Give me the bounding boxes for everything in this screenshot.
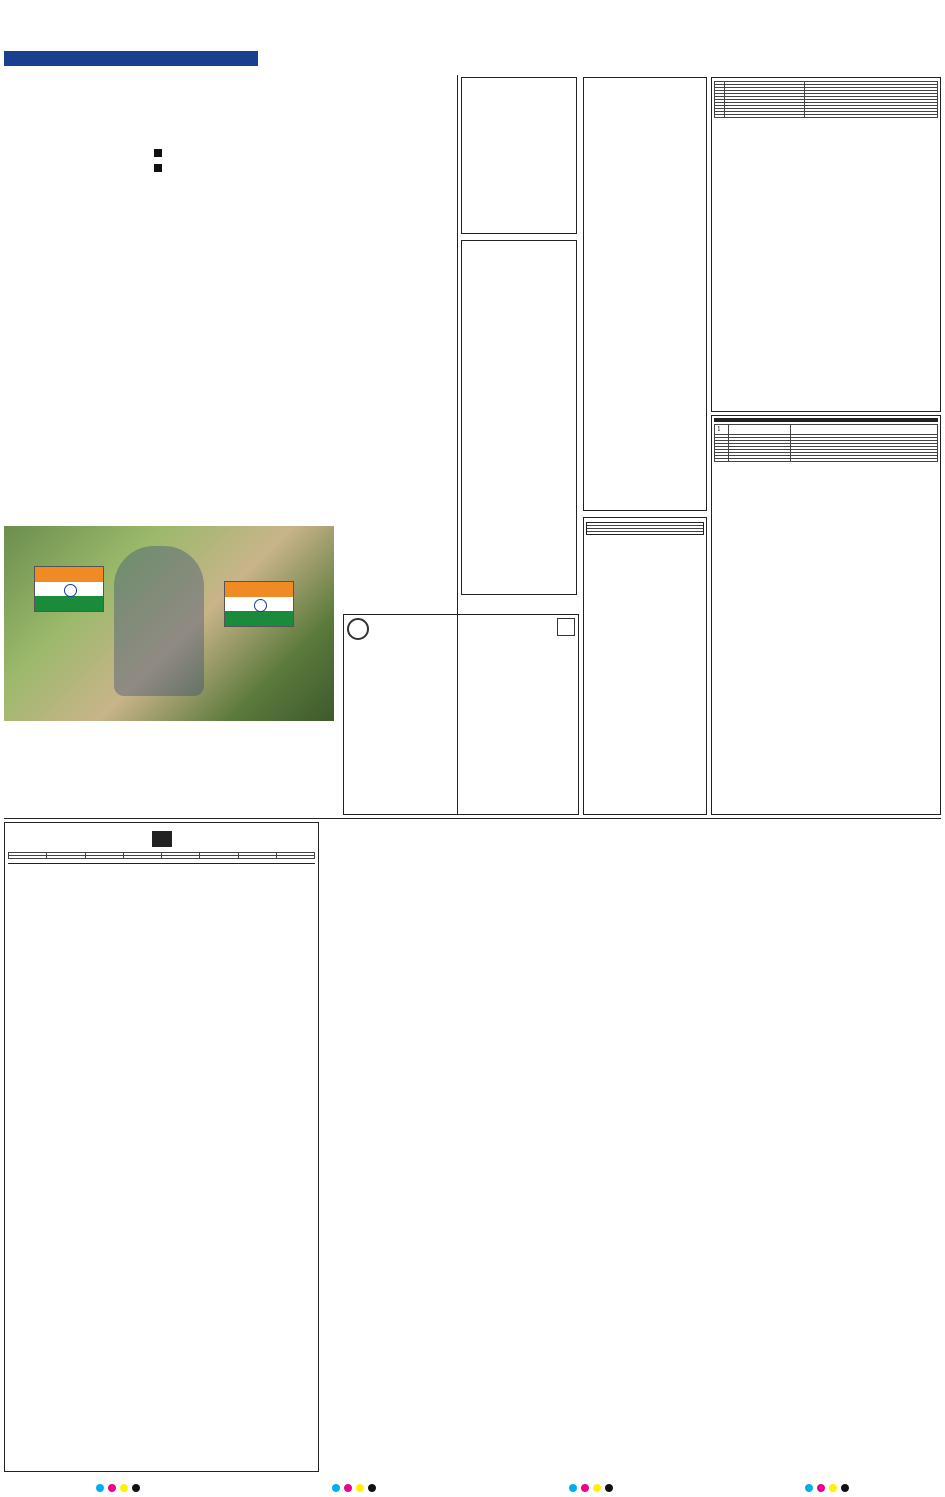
- juidco-ad: [343, 614, 579, 815]
- revenue-title-3: [152, 831, 172, 847]
- rcd-header: [714, 418, 938, 422]
- rcd-cell-no: [715, 459, 729, 462]
- revenue-notice: [4, 822, 319, 1472]
- registration-marks: [0, 1478, 945, 1494]
- small-table-cell: [238, 856, 276, 859]
- color-swatch-group: [803, 1478, 851, 1494]
- mmmd-photo: [4, 526, 334, 721]
- small-table-cell: [85, 856, 123, 859]
- paradip-port-ad: [461, 77, 577, 234]
- color-swatch-group: [94, 1478, 142, 1494]
- rcd-table: 1: [714, 424, 938, 462]
- juidco-logo-right: [557, 618, 575, 636]
- bullet-icon: [154, 164, 162, 172]
- lead-story: [4, 73, 455, 475]
- land-schedule-table-right: [630, 822, 941, 1422]
- signature-block: [630, 1412, 941, 1456]
- highlight-1: [154, 145, 309, 157]
- lead-body-col1: [4, 155, 150, 471]
- small-table-cell: [47, 856, 85, 859]
- small-table-cell: [9, 856, 47, 859]
- lead-body-col2: [154, 233, 300, 471]
- rcd-row: [715, 459, 938, 462]
- odwr-row: [715, 115, 938, 118]
- students-figure: [114, 546, 204, 696]
- ecor-details: [586, 522, 704, 535]
- bullet-icon: [154, 149, 162, 157]
- flag-icon: [224, 581, 294, 627]
- lead-highlights: [154, 145, 309, 225]
- rcd-cell-value: [791, 459, 938, 462]
- signature-rev-inspector: [708, 1412, 784, 1456]
- odwr-table: [714, 81, 938, 118]
- small-table-cell: [276, 856, 314, 859]
- color-swatch-group: [567, 1478, 615, 1494]
- signature-spl-land: [865, 1412, 941, 1456]
- jharkhand-rcd-ad: [711, 415, 941, 815]
- page-number: [880, 0, 940, 44]
- odwr-cell-value: [805, 115, 938, 118]
- masthead: [0, 0, 945, 70]
- odwr-cell-no: [715, 115, 725, 118]
- rcd-cell-label: [729, 459, 791, 462]
- lead-body-col3: [306, 145, 455, 471]
- east-coast-railway-ad: [583, 517, 707, 815]
- land-summary-table: [8, 852, 315, 859]
- page-label: [258, 51, 266, 66]
- color-swatch-group: [330, 1478, 378, 1494]
- court-notice-1105: [583, 77, 707, 511]
- juidco-logo: [347, 618, 369, 640]
- odwr-cell-label: [725, 115, 805, 118]
- dateline-bar: [4, 51, 266, 66]
- small-table-cell: [200, 856, 238, 859]
- small-table-cell: [162, 856, 200, 859]
- signature-amin: [630, 1412, 706, 1456]
- small-table-cell: [123, 856, 161, 859]
- court-notice-1104: [461, 240, 577, 595]
- flag-icon: [34, 566, 104, 612]
- land-schedule-table-middle: [323, 822, 626, 1472]
- signature-zone-officer: [787, 1412, 863, 1456]
- odisha-water-resources-ad: [711, 77, 941, 412]
- highlight-2: [154, 160, 309, 172]
- masthead-logo: [6, 2, 86, 48]
